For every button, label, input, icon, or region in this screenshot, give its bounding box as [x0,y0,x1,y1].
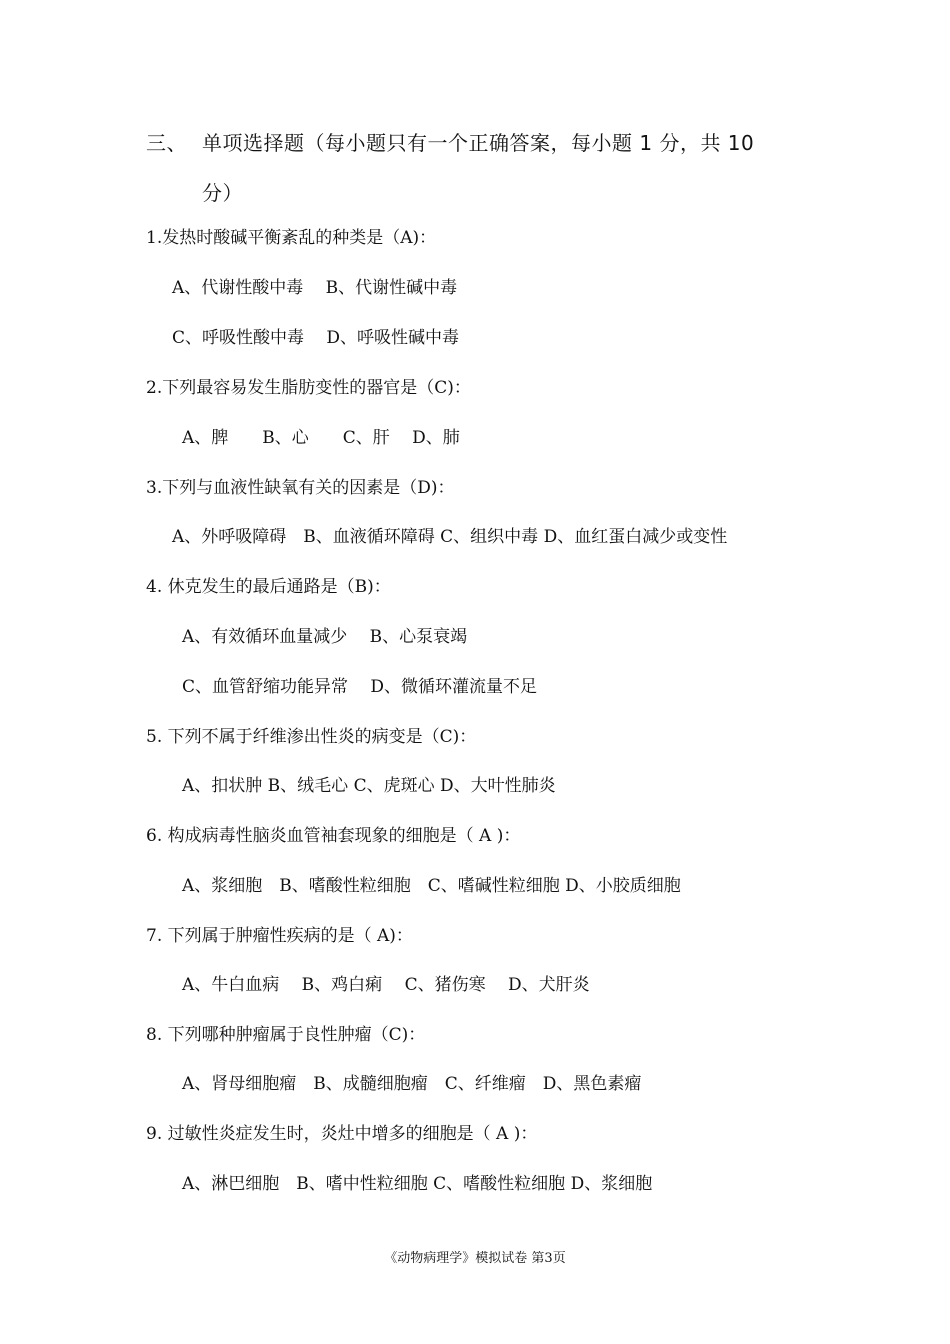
question-7-stem: 7. 下列属于肿瘤性疾病的是（ A)： [146,926,413,946]
question-8-options-row-1: A、肾母细胞瘤 B、成髓细胞瘤 C、纤维瘤 D、黑色素瘤 [182,1074,642,1094]
question-5-options-row-1: A、扣状肿 B、绒毛心 C、虎斑心 D、大叶性肺炎 [182,776,556,796]
question-4-options-row-2: C、血管舒缩功能异常 D、微循环灌流量不足 [182,677,538,697]
question-1-options-row-1: A、代谢性酸中毒 B、代谢性碱中毒 [172,278,458,298]
section-title-line2: 分） [202,181,243,205]
question-6-stem: 6. 构成病毒性脑炎血管袖套现象的细胞是（ A )： [146,826,521,846]
section-number: 三、 [146,131,187,155]
question-6-options-row-1: A、浆细胞 B、嗜酸性粒细胞 C、嗜碱性粒细胞 D、小胶质细胞 [182,876,681,896]
question-9-stem: 9. 过敏性炎症发生时，炎灶中增多的细胞是（ A )： [146,1124,538,1144]
question-3-options-row-1: A、外呼吸障碍 B、血液循环障碍 C、组织中毒 D、血红蛋白减少或变性 [172,527,728,547]
question-9-options-row-1: A、淋巴细胞 B、嗜中性粒细胞 C、嗜酸性粒细胞 D、浆细胞 [182,1174,653,1194]
question-2-stem: 2.下列最容易发生脂肪变性的器官是（C)： [146,378,471,398]
question-1-stem: 1.发热时酸碱平衡紊乱的种类是（A)： [146,228,437,248]
question-8-stem: 8. 下列哪种肿瘤属于良性肿瘤（C)： [146,1025,426,1045]
question-1-options-row-2: C、呼吸性酸中毒 D、呼吸性碱中毒 [172,328,460,348]
question-2-options-row-1: A、脾 B、心 C、肝 D、肺 [182,428,460,448]
question-3-stem: 3.下列与血液性缺氧有关的因素是（D)： [146,478,455,498]
page-footer: 《动物病理学》模拟试卷 第3页 [384,1251,566,1266]
question-4-stem: 4. 休克发生的最后通路是（B)： [146,577,391,597]
question-5-stem: 5. 下列不属于纤维渗出性炎的病变是（C)： [146,727,477,747]
section-title-line1: 单项选择题（每小题只有一个正确答案，每小题 1 分，共 10 [202,131,755,155]
section-heading [146,118,826,218]
question-7-options-row-1: A、牛白血病 B、鸡白痢 C、猪伤寒 D、犬肝炎 [182,975,590,995]
question-4-options-row-1: A、有效循环血量减少 B、心泵衰竭 [182,627,468,647]
